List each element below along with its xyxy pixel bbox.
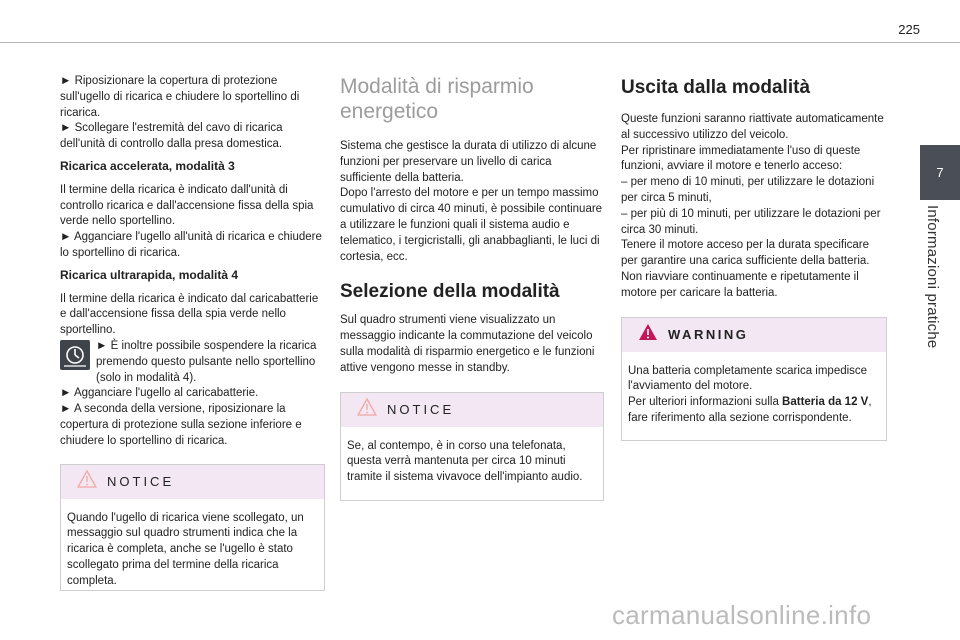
notice-header: [341, 393, 603, 427]
paragraph: Tenere il motore acceso per la durata specificare per garantire una carica sufficiente della batteria.: [621, 239, 870, 268]
list-item: – per meno di 10 minuti, per utilizzare le dotazioni per circa 5 minuti,: [621, 176, 875, 204]
section-heading-accelerated: Ricarica accelerata, modalità 3: [60, 158, 235, 173]
notice-text: Se, al contempo, è in corso una telefonata, questa verrà mantenuta per circa 10 minuti tramite il sistema vivavoce dell'impianto audio.: [347, 439, 583, 484]
column-1: [60, 74, 322, 591]
warning-triangle-icon: [638, 323, 658, 347]
watermark: carmanualsonline.info: [612, 600, 872, 630]
warning-text-reference: Per ulteriori informazioni sulla Batteria da 12 V, fare riferimento alla sezione corrispondente.: [628, 396, 872, 424]
paragraph: ► È inoltre possibile sospendere la ricarica premendo questo pulsante nello sportellino (solo in modalità 4).: [96, 339, 317, 384]
pause-instruction: [60, 339, 322, 386]
paragraph: Il termine della ricarica è indicato dall'unità di controllo ricarica e dall'accensione fissa della spia verde nello sportellino.: [60, 183, 314, 228]
column-2: [340, 74, 604, 501]
notice-box: [340, 392, 604, 501]
paragraph: ► Agganciare l'ugello al caricabatterie.: [60, 387, 259, 400]
section-heading-mode-selection: Selezione della modalità: [340, 281, 560, 303]
warning-box: [621, 317, 887, 441]
paragraph: ► Riposizionare la copertura di protezione sull'ugello di ricarica e chiudere lo sportellino di ricarica.: [60, 75, 300, 119]
paragraph: Dopo l'arresto del motore e per un tempo massimo cumulativo di circa 40 minuti, è possibile continuare a utilizzare le funzioni quali il sistema audio e telematico, i tergicristalli, gli anabbaglianti, le luci di cortesia, ecc.: [340, 187, 603, 263]
notice-triangle-icon: [77, 470, 97, 494]
paragraph: Per ripristinare immediatamente l'uso di queste funzioni, avviare il motore e tenerlo acceso:: [621, 144, 861, 173]
paragraph: Queste funzioni saranno riattivate automaticamente al successivo utilizzo del veicolo.: [621, 113, 884, 141]
section-heading-energy-saving: Modalità di risparmio energetico: [340, 75, 534, 123]
notice-triangle-icon: [357, 398, 377, 422]
battery-reference: Batteria da 12 V: [782, 396, 869, 409]
header-divider: [0, 42, 960, 43]
notice-box: [60, 464, 325, 591]
section-heading-ultrafast: Ricarica ultrarapida, modalità 4: [60, 267, 239, 282]
paragraph: Non riavviare continuamente e ripetutamente il motore per caricare la batteria.: [621, 270, 859, 299]
paragraph: Il termine della ricarica è indicato dal caricabatterie e dall'accensione fissa della spia verde nello sportellino.: [60, 292, 319, 337]
warning-text: Una batteria completamente scarica impedisce l'avviamento del motore.: [628, 364, 868, 393]
warning-title: WARNING: [668, 326, 749, 342]
paragraph: ► Agganciare l'ugello all'unità di ricarica e chiudere lo sportellino di ricarica.: [60, 231, 322, 259]
paragraph: Sul quadro strumenti viene visualizzato un messaggio indicante la commutazione del veicolo sulla modalità di risparmio energetico e le funzioni attive vengono messe in standby.: [340, 314, 595, 374]
section-heading-exit-mode: Uscita dalla modalità: [621, 77, 811, 98]
paragraph: ► Scollegare l'estremità del cavo di ricarica dell'unità di controllo dalla presa domestica.: [60, 122, 283, 151]
paragraph: Sistema che gestisce la durata di utilizzo di alcune funzioni per preservare un livello di carica sufficiente della batteria.: [340, 140, 597, 184]
warning-header: [622, 318, 886, 352]
page-number: 225: [898, 22, 920, 37]
notice-title: NOTICE: [387, 401, 455, 417]
chapter-tab[interactable]: 7: [920, 145, 960, 200]
column-3: [621, 74, 887, 441]
chapter-title: Informazioni pratiche: [924, 205, 941, 349]
notice-header: [61, 465, 324, 499]
paragraph: ► A seconda della versione, riposizionare la copertura di protezione sulla sezione inferiore e chiudere lo sportellino di ricarica.: [60, 403, 302, 447]
notice-title: NOTICE: [107, 473, 175, 489]
pause-charge-button-icon: [60, 340, 90, 370]
notice-text: Quando l'ugello di ricarica viene scollegato, un messaggio sul quadro strumenti indica che la ricarica è completa, anche se l'ugello è stato scollegato prima del termine della ricarica completa.: [67, 511, 304, 587]
list-item: – per più di 10 minuti, per utilizzare le dotazioni per circa 30 minuti.: [621, 207, 881, 236]
